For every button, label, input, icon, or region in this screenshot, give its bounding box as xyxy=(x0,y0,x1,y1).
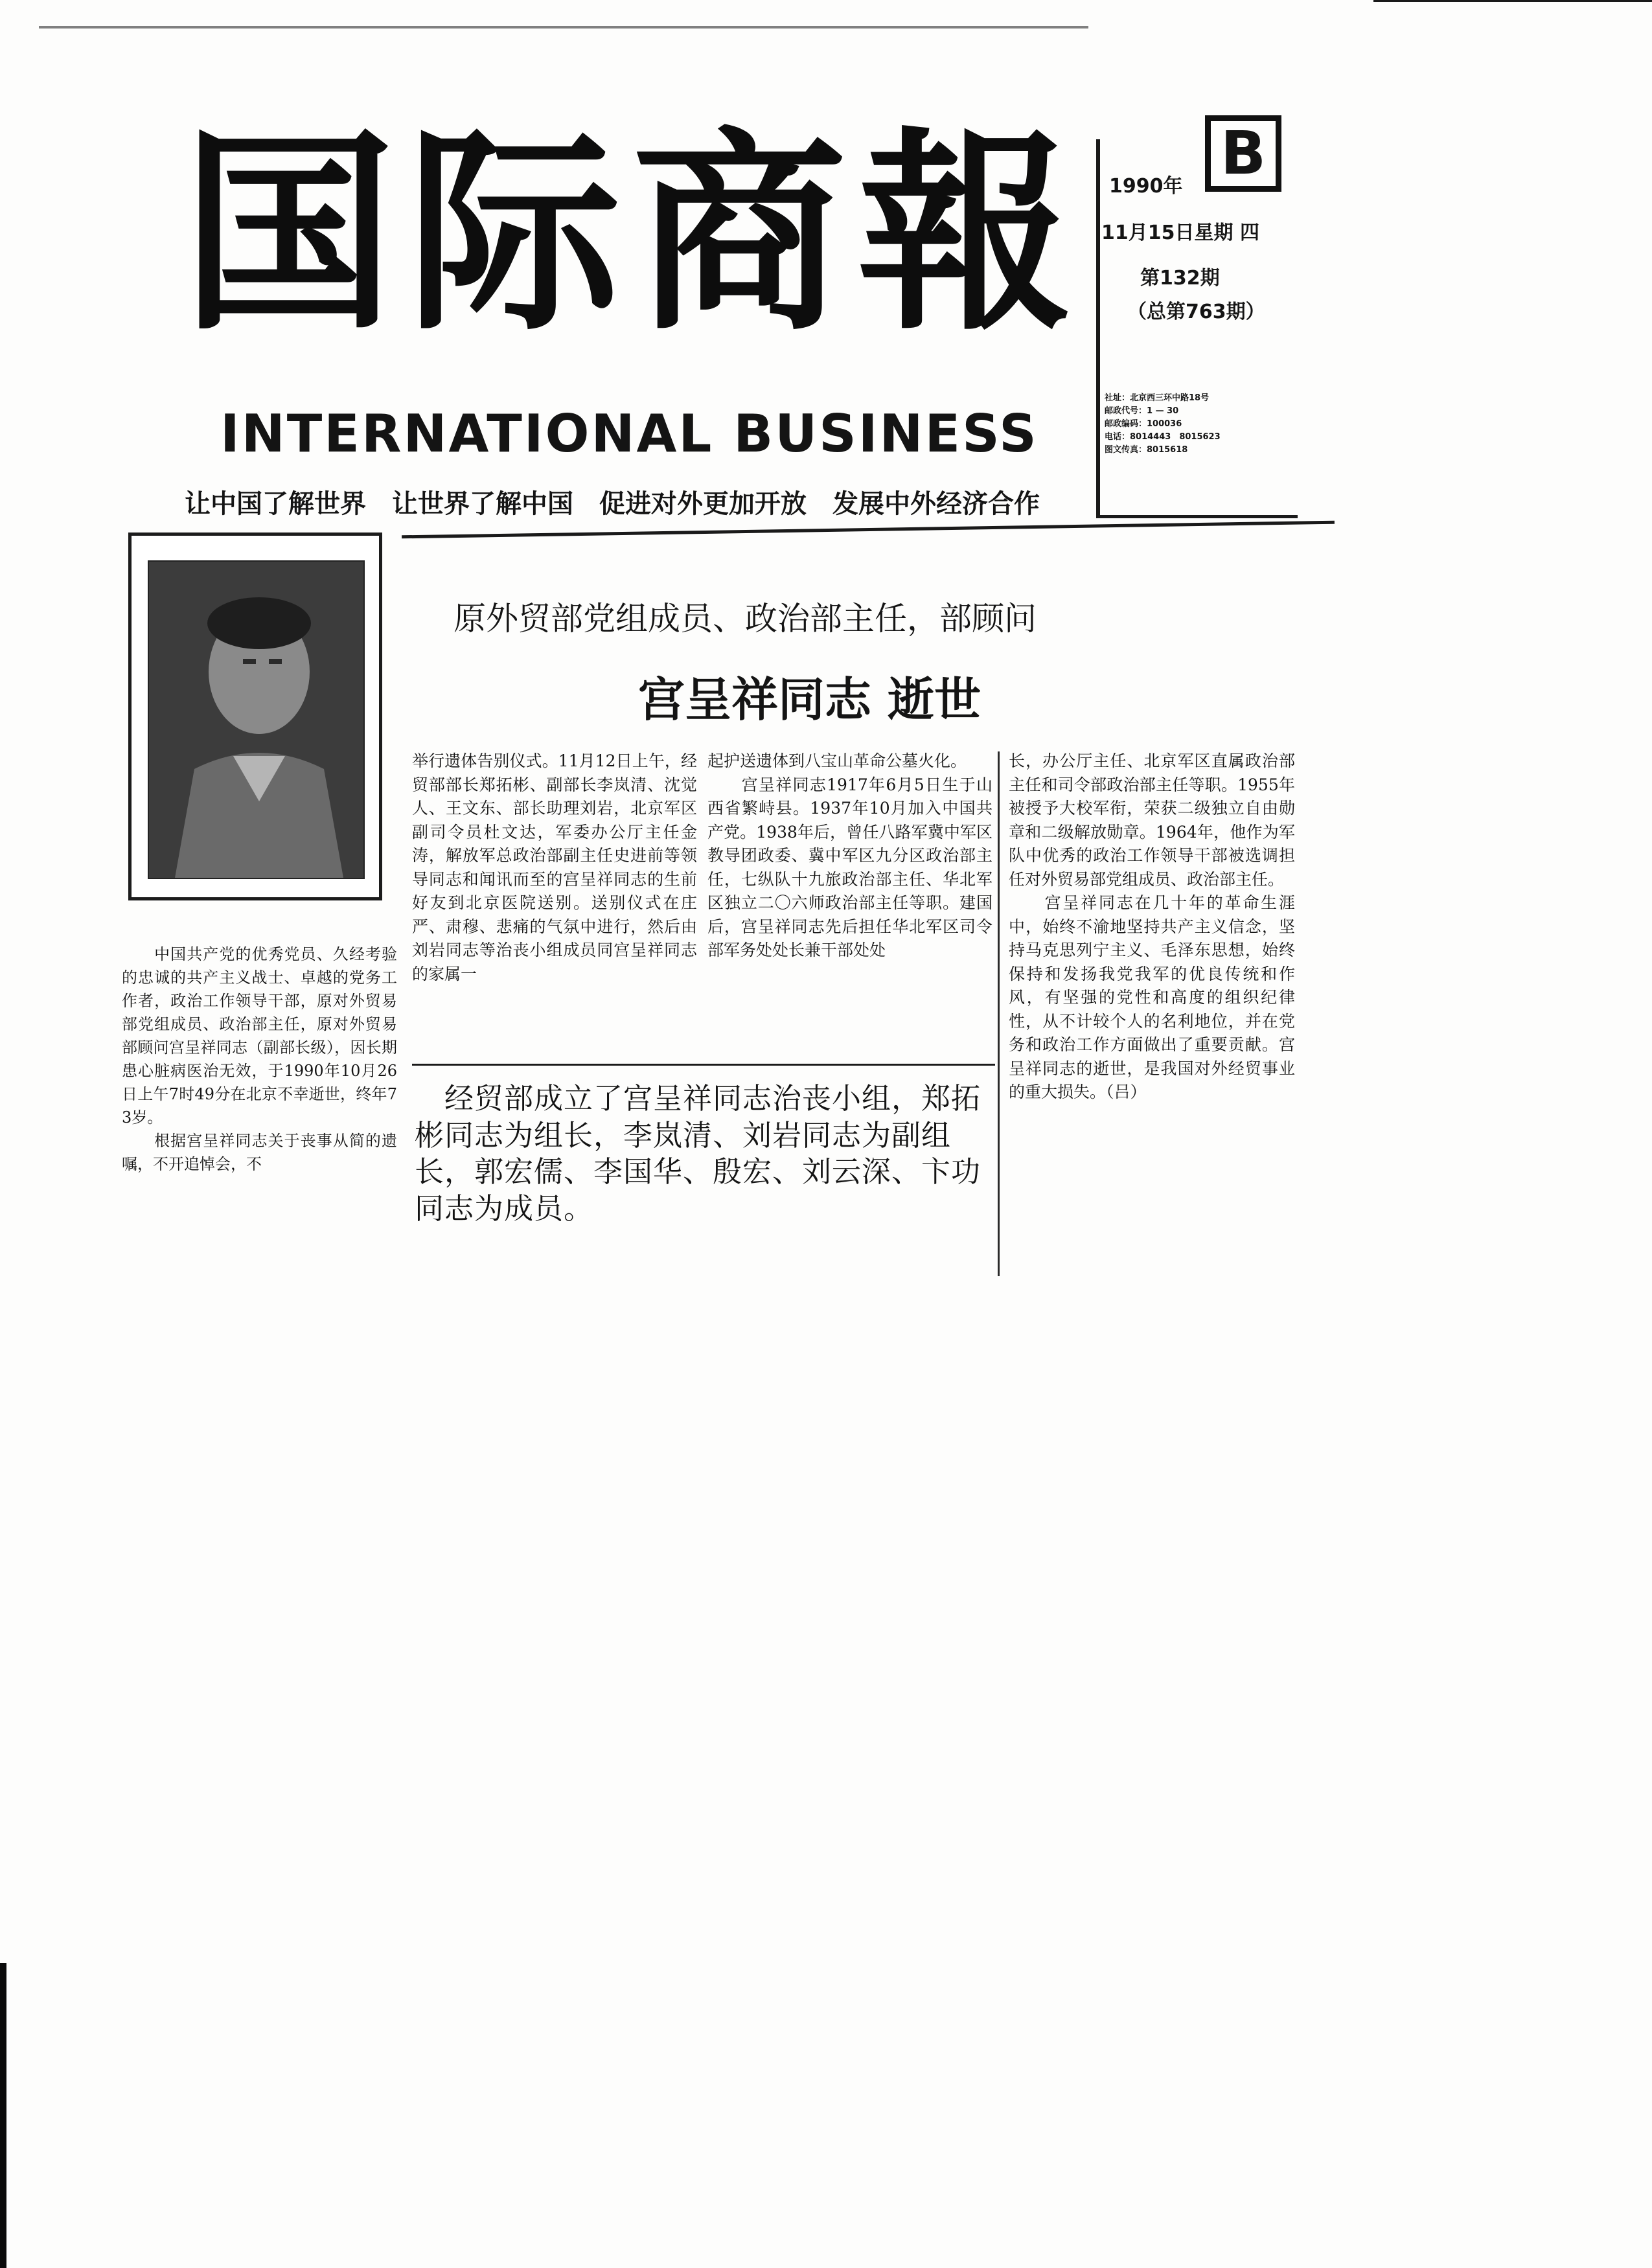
top-right-scan-rule xyxy=(1373,0,1652,2)
issue-total-number: （总第763期） xyxy=(1127,301,1265,323)
announcement-top-rule xyxy=(412,1064,995,1066)
article-column-left: 中国共产党的优秀党员、久经考验的忠诚的共产主义战士、卓越的党务工作者，政治工作领导干部，原对外贸易部党组成员、政治部主任，原对外贸易部顾问宫呈祥同志（副部长级），因长期患心脏病医治无效，于1990年10月26日上午7时49分在北京不幸逝世，终年73岁。 根据宫呈祥同志关于丧事从简的遗嘱，不开追悼会，不 xyxy=(122,945,397,1173)
column-divider xyxy=(998,751,1000,1276)
contact-info xyxy=(1105,392,1292,489)
masthead-english-title: INTERNATIONAL BUSINESS xyxy=(220,404,1038,464)
contact-line: 社址：北京西三环中路18号 xyxy=(1105,393,1210,403)
issue-date: 11月15日星期 四 xyxy=(1101,222,1259,244)
masthead-title: 国际商報 xyxy=(181,108,1083,359)
scan-edge xyxy=(0,1963,6,2268)
article-column-3: 长，办公厅主任、北京军区直属政治部主任和司令部政治部主任等职。1955年被授予大校军衔，荣获二级独立自由勋章和二级解放勋章。1964年，他作为军队中优秀的政治工作领导干部被选调担任对外贸易部党组成员、政治部主任。 宫呈祥同志在几十年的革命生涯中，始终不渝地坚持共产主义信念，坚持马克思列宁主义、毛泽东思想，始终保持和发扬我党我军的优良传统和作风，有坚强的党性和高度的组织纪律性，从不计较个人的名利地位，并在党务和政治工作方面做出了重要贡献。宫呈祥同志的逝世，是我国对外经贸事业的重大损失。（吕） xyxy=(1009,751,1295,1101)
contact-line: 电话：8014443 8015623 xyxy=(1105,432,1221,442)
article-column-2: 起护送遗体到八宝山革命公墓火化。 宫呈祥同志1917年6月5日生于山西省繁峙县。1937年10月加入中国共产党。1938年后，曾任八路军冀中军区教导团政委、冀中军区九分区政治部主任，七纵队十九旅政治部主任、华北军区独立二〇六师政治部主任等职。建国后，宫呈祥同志先后担任华北军区司令部军务处处长兼干部处处 xyxy=(707,751,992,959)
top-scan-rule xyxy=(39,26,1088,29)
funeral-committee-announcement: 经贸部成立了宫呈祥同志治丧小组，郑拓彬同志为组长，李岚清、刘岩同志为副组长，郭宏儒、李国华、殷宏、刘云深、卞功同志为成员。 xyxy=(415,1081,981,1226)
portrait-icon xyxy=(149,562,363,878)
issue-year: 1990年 xyxy=(1109,175,1183,198)
contact-line: 图文传真：8015618 xyxy=(1105,445,1188,455)
article-column-1: 举行遗体告别仪式。11月12日上午，经贸部部长郑拓彬、副部长李岚清、沈觉人、王文东、部长助理刘岩，北京军区副司令员杜文达，军委办公厅主任金涛，解放军总政治部副主任史进前等领导同志和闻讯而至的宫呈祥同志的生前好友到北京医院送别。送别仪式在庄严、肃穆、悲痛的气氛中进行，然后由刘岩同志等治丧小组成员同宫呈祥同志的家属一 xyxy=(412,751,697,983)
article-headline: 宫呈祥同志 逝世 xyxy=(638,672,981,727)
portrait-photo xyxy=(148,560,365,879)
issue-number: 第132期 xyxy=(1140,267,1220,290)
article-kicker: 原外贸部党组成员、政治部主任，部顾问 xyxy=(453,600,1037,637)
edition-badge: B xyxy=(1205,115,1281,192)
contact-line: 邮政编码：100036 xyxy=(1105,419,1182,429)
contact-line: 邮政代号：1 — 30 xyxy=(1105,406,1179,416)
masthead-slogan: 让中国了解世界 让世界了解中国 促进对外更加开放 发展中外经济合作 xyxy=(185,489,1040,519)
